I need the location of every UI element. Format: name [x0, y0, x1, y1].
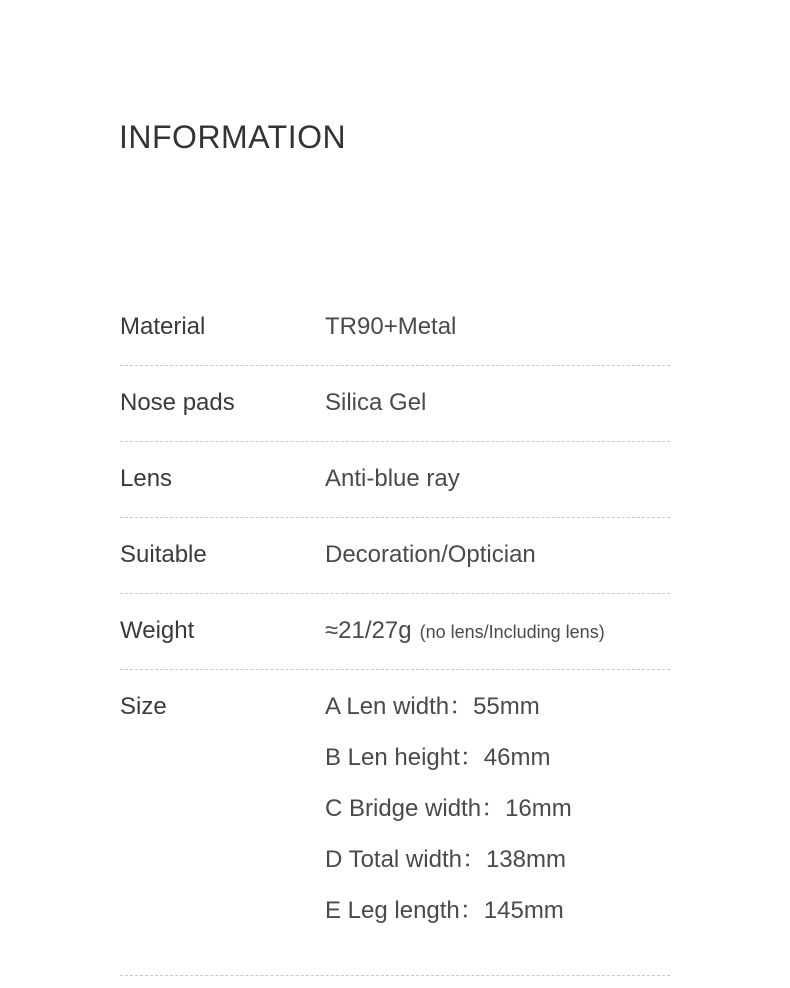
size-line-leg-length: E Leg length：145mm — [325, 897, 564, 924]
spec-label: Nose pads — [120, 389, 235, 416]
weight-note: (no lens/Including lens) — [419, 622, 605, 642]
spec-row-nose-pads — [120, 366, 670, 442]
spec-value: Decoration/Optician — [325, 541, 536, 568]
size-line-total-width: D Total width：138mm — [325, 846, 566, 873]
spec-row-weight — [120, 594, 670, 670]
size-line-bridge-width: C Bridge width：16mm — [325, 795, 572, 822]
spec-label: Size — [120, 693, 167, 720]
spec-row-suitable — [120, 518, 670, 594]
spec-value: Anti-blue ray — [325, 465, 460, 492]
page-title: INFORMATION — [119, 119, 347, 155]
spec-row-lens — [120, 442, 670, 518]
size-line-len-width: A Len width：55mm — [325, 693, 540, 720]
weight-value: ≈21/27g — [325, 617, 412, 644]
size-line-len-height: B Len height：46mm — [325, 744, 551, 771]
spec-label: Suitable — [120, 541, 207, 568]
spec-label: Material — [120, 313, 206, 340]
spec-table — [120, 290, 670, 976]
spec-label: Weight — [120, 617, 195, 644]
spec-value: Silica Gel — [325, 389, 427, 416]
spec-row-size — [120, 670, 670, 976]
spec-value — [325, 616, 605, 647]
spec-label: Lens — [120, 465, 173, 492]
spec-value: TR90+Metal — [325, 313, 457, 340]
size-list — [325, 692, 572, 947]
spec-row-material — [120, 290, 670, 366]
